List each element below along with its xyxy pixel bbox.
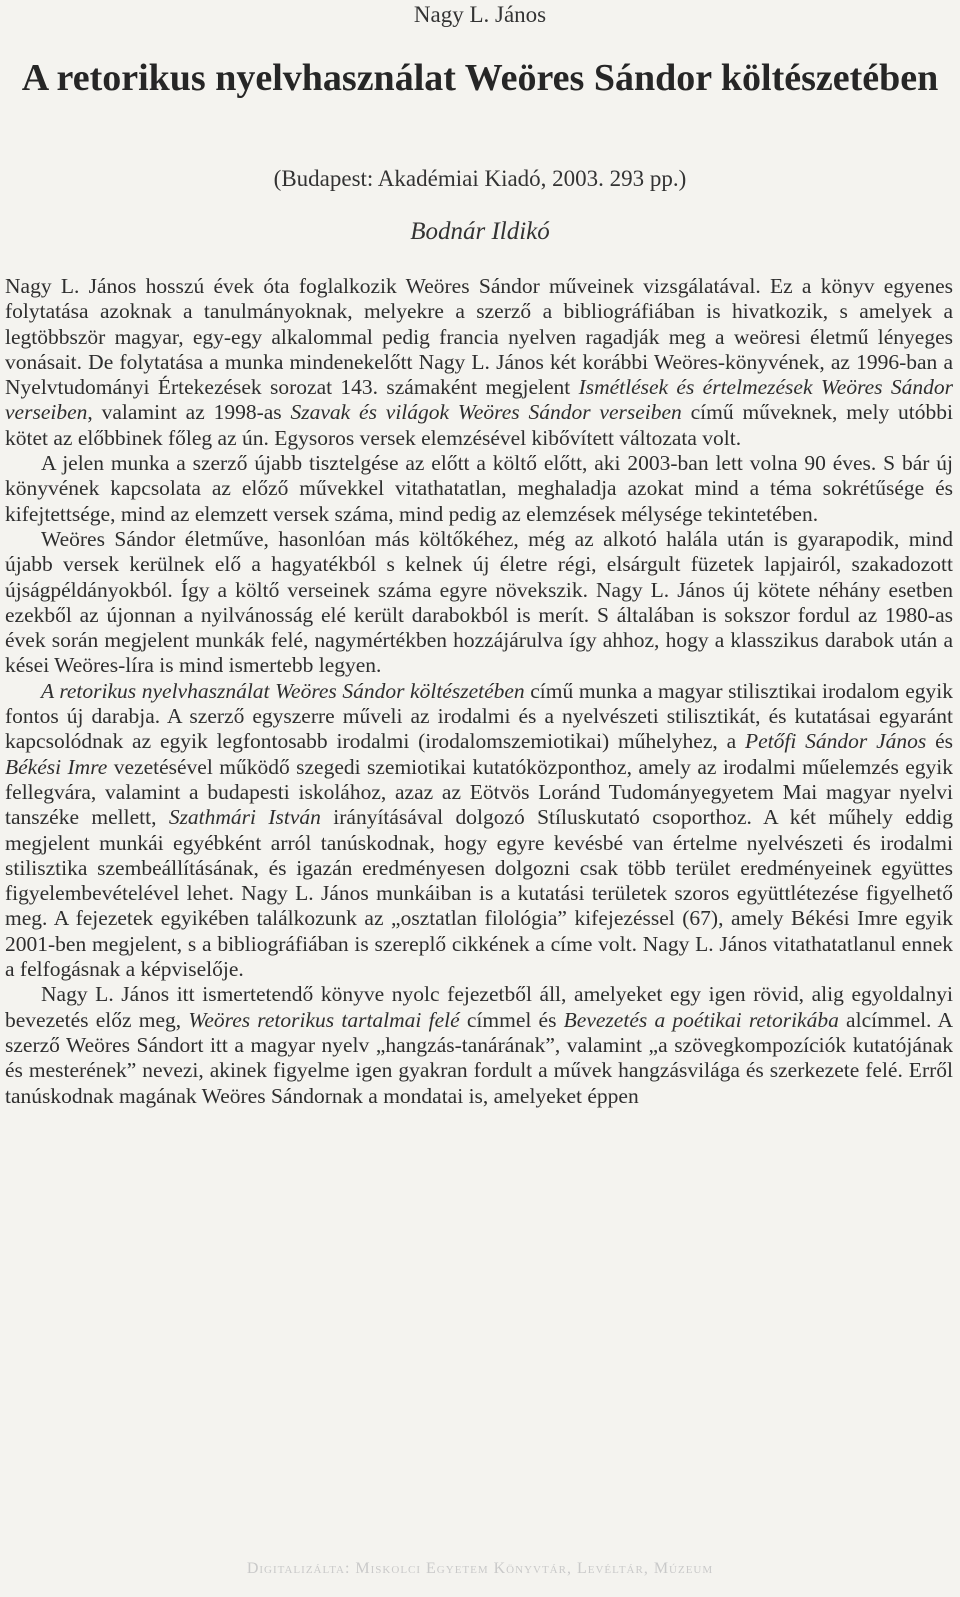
book-title-italic: Ismétlések és értelmezések Weöres Sándor verseiben [5,375,953,425]
paragraph-4 [5,679,953,983]
text-run: Nagy L. János hosszú évek óta foglalkozik Weöres Sándor műveinek vizsgálatával. Ez a könyv egyenes folytatása azoknak a tanulmányoknak, melyekre a szerző a bibliográfiában is hivatkozik, s amelyek a legtöbbször magyar, egy-egy alkalommal pedig francia nyelven ragadják meg a weöresi életmű lényeges vonásait. De folytatása a munka mindenekelőtt Nagy L. János két korábbi Weöres-könyvének, az 1996-ban a Nyelvtudományi Értekezések sorozat 143. számaként megjelent [5,274,953,400]
text-run: , valamint az 1998-as [87,400,291,425]
text-run: című műveknek, mely utóbbi kötet az előbbinek főleg az ún. Egysoros versek elemzésével kibővített változata volt. [5,400,953,450]
person-name-italic: Szathmári István [168,805,321,830]
person-name-italic: Békési Imre [5,754,108,779]
book-author: Nagy L. János [413,2,547,27]
paragraph-3: Weöres Sándor életműve, hasonlóan más költőkéhez, még az alkotó halála után is gyarapodik, mind újabb versek kerülnek elő a hagyatékból s kelnek új életre régi, elsárgult füzetek lapjairól, szakadozott újságpéldányokból. Így a költő verseinek száma egyre növekszik. Nagy L. János új kötete néhány esetben ezekből az újonnan a nyilvánosság elé került darabokból is merít. S általában is sokszor fordul az 1980-as évek során megjelent munkák felé, nagymértékben hozzájárulva így ahhoz, hogy a klasszikus darabok után a kései Weöres-líra is mind ismertebb legyen. [5,526,953,678]
chapter-title-italic: Bevezetés a poétikai retorikába [563,1007,839,1032]
book-title-italic: A retorikus nyelvhasználat Weöres Sándor költészetében [41,678,525,703]
chapter-title-italic: Weöres retorikus tartalmai felé [188,1007,460,1032]
text-run: vezetésével működő szegedi szemiotikai kutatóközponthoz, amely az irodalmi műelemzés egyik fellegvára, valamint a budapesti iskolához, azaz az Eötvös Loránd Tudományegyetem Mai magyar nyelvi tanszéke mellett, [5,754,953,830]
digitization-footer: Digitalizálta: Miskolci Egyetem Könyvtár, Levéltár, Múzeum [246,1560,714,1577]
paragraph-1 [5,274,953,451]
text-run: című munka a magyar stilisztikai irodalom egyik fontos új darabja. A szerző egyszerre műveli az irodalmi és a nyelvészeti stilisztikát, és kutatásai egyaránt kapcsolódnak az egyik legfontosabb irodalmi (irodalomszemiotikai) műhelyhez, a [5,678,953,754]
paragraph-2: A jelen munka a szerző újabb tisztelgése az előtt a költő előtt, aki 2003-ban lett volna 90 éves. S bár új könyvének kapcsolata az előző művekkel vitathatatlan, meghaladja azokat mind a téma sokrétűsége és kifejtettsége, mind az elemzett versek száma, mind pedig az elemzések mélysége tekintetében. [5,451,953,526]
text-run: címmel és [459,1007,564,1032]
person-name-italic: Petőfi Sándor János [744,729,927,754]
review-body [5,274,953,1109]
text-run: és [926,729,953,754]
reviewer-name: Bodnár Ildikó [410,218,550,245]
paragraph-5 [5,982,953,1108]
book-title: A retorikus nyelvhasználat Weöres Sándor költészetében [21,57,939,99]
publication-info: (Budapest: Akadémiai Kiadó, 2003. 293 pp.) [273,166,687,191]
text-run: irányításával dolgozó Stíluskutató csoporthoz. A két műhely eddig megjelent munkái egyébként arról tanúskodnak, hogy egyre kevésbé van értelme nyelvészeti és irodalmi stilisztika szembeállításának, és igazán eredményesen dolgozni csak több terület eredményeinek együttes figyelembevételével lehet. Nagy L. János munkáiban is a kutatási területek szoros együttlétezése figyelhető meg. A fejezetek egyikében találkozunk az „osztatlan filológia” kifejezéssel (67), amely Békési Imre egyik 2001-ben megjelent, s a bibliográfiában is szereplő cikkének a címe volt. Nagy L. János vitathatatlanul ennek a felfogásnak a képviselője. [5,805,954,982]
text-run: alcímmel. A szerző Weöres Sándort itt a magyar nyelv „hangzás-tanárának”, valamint „a szövegkompozíciók kutatójának és mesterének” nevezi, akinek figyelme igen gyakran fordult a művek hangzásvilága és szerkezete felé. Erről tanúskodnak magának Weöres Sándornak a mondatai is, amelyeket éppen [5,1007,953,1108]
book-title-italic: Szavak és világok Weöres Sándor verseiben [290,400,682,425]
text-run: Nagy L. János itt ismertetendő könyve nyolc fejezetből áll, amelyeket egy igen rövid, alig egyoldalnyi bevezetés előz meg, [5,982,953,1032]
